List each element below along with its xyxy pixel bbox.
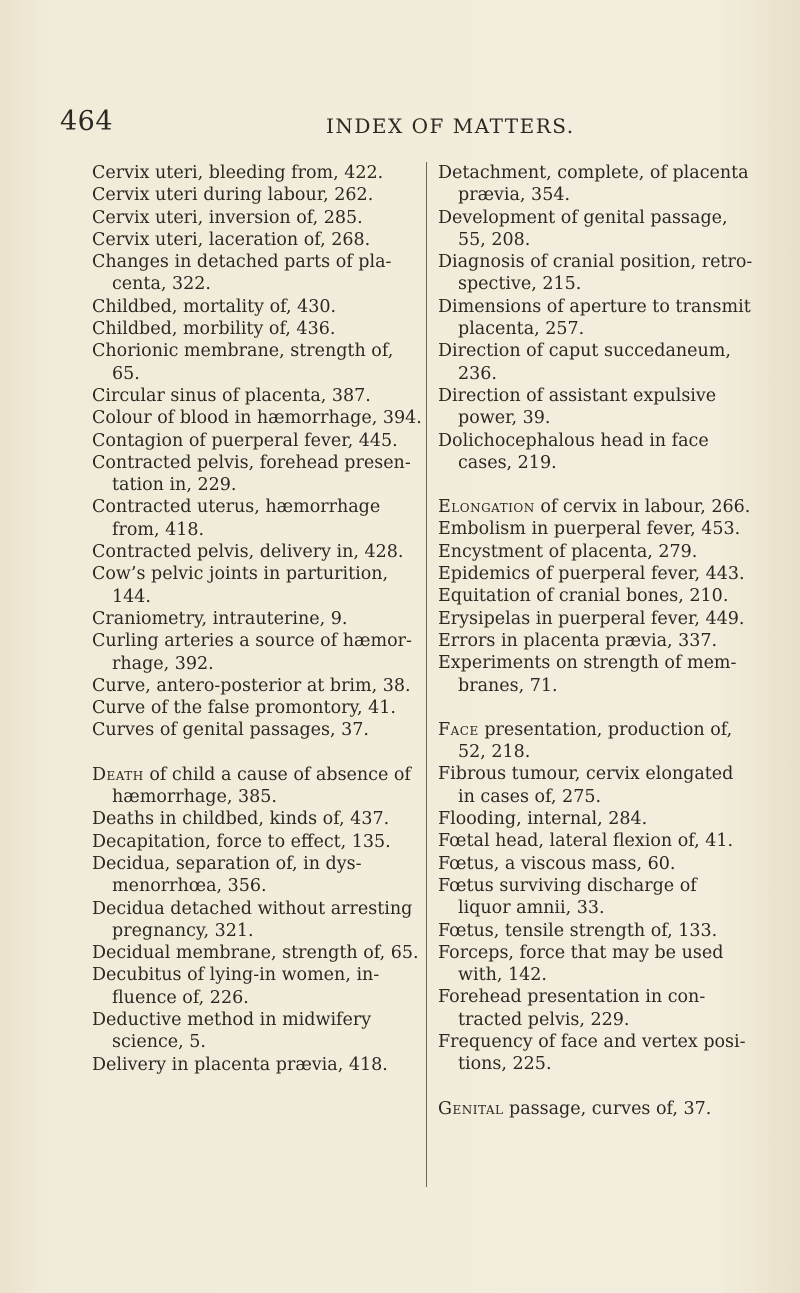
index-entry [92,340,425,385]
index-entry [92,207,425,229]
index-entry [92,764,425,809]
index-entry-text: Dimensions of aperture to transmit placenta, 257. [438,296,751,340]
index-entry [438,385,753,430]
index-entry [92,675,425,697]
index-entry [438,251,753,296]
index-entry-text: Changes in detached parts of placenta, 322. [92,252,392,295]
index-entry [438,986,753,1031]
index-column-right [438,162,753,1120]
index-entry-text: Delivery in placenta prævia, 418. [92,1054,388,1075]
index-entry-text: Development of genital passage, 55, 208. [438,207,728,250]
index-entry [92,942,425,964]
index-entry [92,407,425,429]
index-entry [92,452,425,497]
index-entry-text: Experiments on strength of membranes, 71. [438,653,737,696]
index-entry [92,630,425,675]
page-number: 464 [60,106,114,137]
index-entry-text: Childbed, mortality of, 430. [92,296,337,317]
index-entry-text: Cow’s pelvic joints in parturition, 144. [92,564,389,607]
index-entry [438,585,753,607]
section-lead-word: Face [438,719,479,740]
index-entry-text: Decidua, separation of, in dysmenorrhœa, 356. [92,853,362,897]
index-entry-text: Contracted pelvis, forehead presentation in, 229. [92,452,411,496]
index-entry-text: Chorionic membrane, strength of, 65. [92,341,394,384]
index-entry [438,541,753,563]
index-entry-text: Diagnosis of cranial position, retrospective, 215. [438,252,753,295]
index-entry [92,898,425,943]
index-entry [92,318,425,340]
index-entry [438,296,753,341]
index-entry-text: Forceps, force that may be used with, 142. [438,942,724,986]
index-entry [438,1098,753,1120]
index-entry [92,184,425,206]
index-entry-text: Fibrous tumour, cervix elongated in cases of, 275. [438,764,734,807]
running-head: INDEX OF MATTERS. [326,114,575,138]
index-entry-text: Fœtus, a viscous mass, 60. [438,853,676,874]
index-entry [438,340,753,385]
index-entry-text: of cervix in labour, 266. [534,497,751,518]
index-entry-text: Fœtal head, lateral flexion of, 41. [438,831,734,852]
index-entry [438,162,753,207]
index-entry-text: Equitation of cranial bones, 210. [438,586,729,607]
index-entry-text: Erysipelas in puerperal fever, 449. [438,608,745,629]
index-entry [92,1009,425,1054]
index-entry-text: Direction of caput succedaneum, 236. [438,341,731,384]
index-entry-text: Detachment, complete, of placenta prævia, 354. [438,163,749,206]
index-entry-text: Cervix uteri, inversion of, 285. [92,207,363,228]
index-entry [92,719,425,741]
index-entry [438,563,753,585]
index-entry [92,229,425,251]
index-entry [438,207,753,252]
index-entry [438,430,753,475]
index-entry [92,1054,425,1076]
index-entry-text: Childbed, morbility of, 436. [92,319,336,340]
section-lead-word: Death [92,764,144,785]
index-entry [92,563,425,608]
index-entry [438,496,753,518]
index-entry [438,920,753,942]
index-entry [438,942,753,987]
index-entry-text: Curves of genital passages, 37. [92,720,369,741]
index-entry [92,831,425,853]
index-entry-text: Cervix uteri during labour, 262. [92,185,374,206]
index-entry [92,808,425,830]
index-entry-text: Frequency of face and vertex positions, 225. [438,1031,746,1075]
index-entry-text: Fœtus, tensile strength of, 133. [438,920,718,941]
index-entry-text: Deductive method in midwifery science, 5. [92,1009,372,1053]
column-divider [426,162,427,1187]
index-entry-text: Curve, antero-posterior at brim, 38. [92,675,411,696]
index-entry-text: presentation, production of, 52, 218. [458,719,733,763]
index-entry [92,162,425,184]
index-entry [438,853,753,875]
page-header [0,106,800,146]
index-entry [438,763,753,808]
index-entry [92,251,425,296]
index-entry [438,608,753,630]
index-entry-text: Curve of the false promontory, 41. [92,698,396,719]
index-entry-text: Decidual membrane, strength of, 65. [92,943,419,964]
index-entry-text: Embolism in puerperal fever, 453. [438,519,741,540]
index-entry-text: Cervix uteri, bleeding from, 422. [92,163,384,183]
index-entry-text: Circular sinus of placenta, 387. [92,385,371,406]
index-entry [92,541,425,563]
index-entry [92,964,425,1009]
index-entry-text: Decidua detached without arresting pregnancy, 321. [92,898,413,941]
index-entry-text: Decubitus of lying-in women, influence of, 226. [92,965,380,1008]
index-entry-text: Fœtus surviving discharge of liquor amnii, 33. [438,875,697,919]
index-entry [92,608,425,630]
section-lead-word: Genital [438,1098,504,1119]
index-entry [438,518,753,540]
index-entry-text: Contracted pelvis, delivery in, 428. [92,542,404,563]
index-entry [92,430,425,452]
index-entry [438,830,753,852]
index-entry [92,296,425,318]
index-entry [438,719,753,764]
index-entry-text: Dolichocephalous head in face cases, 219. [438,430,709,473]
index-entry-text: Forehead presentation in contracted pelvis, 229. [438,987,706,1030]
index-column-left [92,162,425,1076]
index-entry-text: Cervix uteri, laceration of, 268. [92,229,371,250]
index-entry [92,853,425,898]
index-entry [92,385,425,407]
index-entry-text: Flooding, internal, 284. [438,809,648,830]
index-entry-text: Curling arteries a source of hæmorrhage, 392. [92,631,412,674]
index-entry-text: Direction of assistant expulsive power, 39. [438,385,717,429]
index-entry-text: Craniometry, intrauterine, 9. [92,608,348,629]
index-entry-text: Epidemics of puerperal fever, 443. [438,564,745,585]
index-entry-text: Errors in placenta prævia, 337. [438,630,718,651]
index-entry [438,808,753,830]
index-entry-text: Contracted uterus, hæmorrhage from, 418. [92,497,381,540]
section-lead-word: Elongation [438,497,535,518]
index-entry-text: of child a cause of absence of hæmorrhage, 385. [112,764,411,808]
index-entry [92,496,425,541]
index-entry-text: Deaths in childbed, kinds of, 437. [92,809,390,830]
index-entry-text: Encystment of placenta, 279. [438,541,698,562]
index-entry-text: Colour of blood in hæmorrhage, 394. [92,408,422,429]
index-entry-text: Contagion of puerperal fever, 445. [92,430,398,451]
index-entry [438,652,753,697]
index-entry [438,875,753,920]
index-entry [92,697,425,719]
index-entry-text: Decapitation, force to effect, 135. [92,831,391,852]
index-entry [438,1031,753,1076]
index-entry [438,630,753,652]
index-entry-text: passage, curves of, 37. [503,1098,712,1119]
